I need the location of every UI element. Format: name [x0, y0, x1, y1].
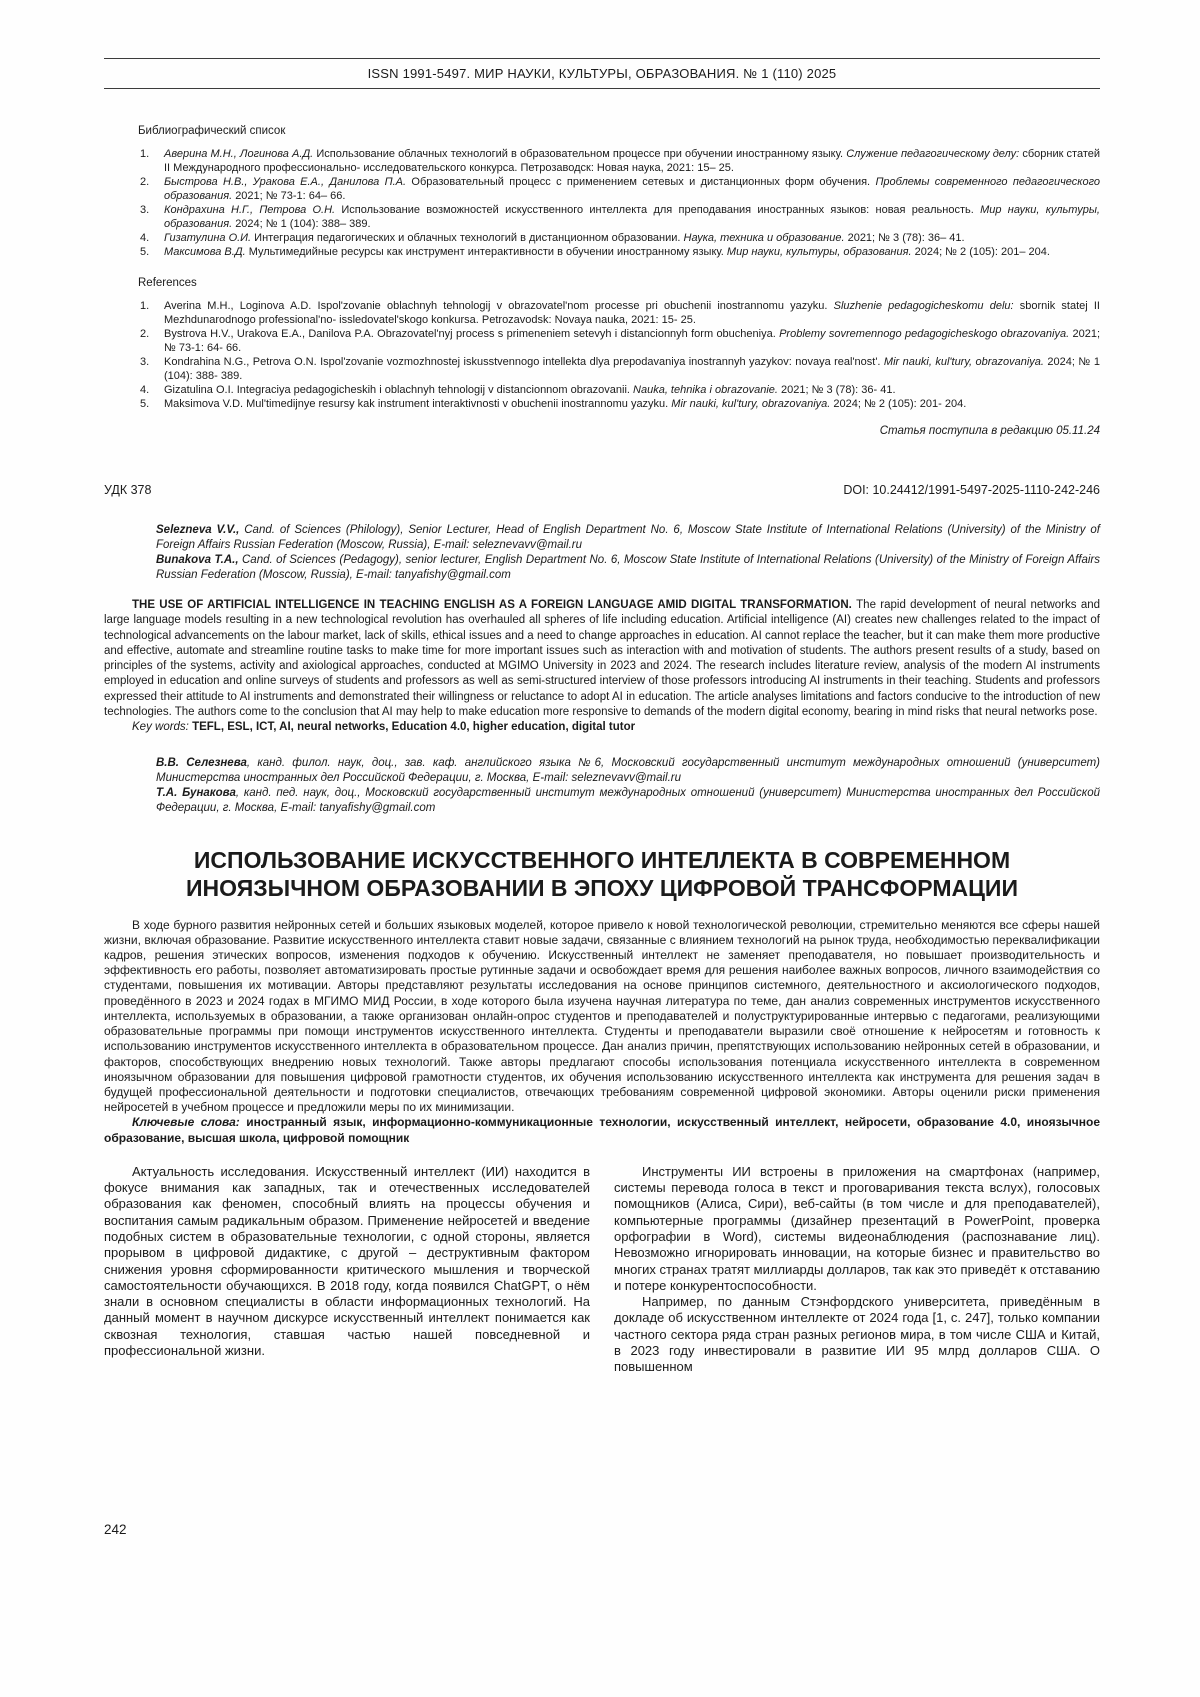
reference-item: Максимова В.Д. Мультимедийные ресурсы как инструмент интерактивности в обучении иностранному языку. Мир науки, культуры, образования. 2024; № 2 (105): 201– 204.	[164, 246, 1050, 258]
author-en-entry: Selezneva V.V., Cand. of Sciences (Philology), Senior Lecturer, Head of English Department No. 6, Moscow State Institute of International Relations (University) of the Ministry of Foreign Affairs Russian Federation (Moscow, Russia), E-mail: seleznevavv@mail.ru	[156, 524, 1100, 551]
reference-item: Bystrova H.V., Urakova E.A., Danilova P.A. Obrazovatel'nyj process s primeneniem setevyh i distancionnyh form obucheniya. Problemy sovremennogo pedagogicheskogo obrazovaniya. 2021; № 73-1: 64- 66.	[164, 328, 1100, 354]
body-paragraph: Актуальность исследования. Искусственный интеллект (ИИ) находится в фокусе внимания как западных, так и отечественных исследователей образования как феномен, способный влиять на процессы обучения и воспитания самым радикальным образом. Применение нейросетей и введение подобных систем в образовательные технологии, с одной стороны, является прорывом в цифровой дидактике, с другой – деструктивным фактором снижения уровня сформированности критического мышления и творческой самостоятельности обучающихся. В 2018 году, когда появился ChatGPT, о нём знали в основном специалисты в области информационных технологий. На данный момент в научном дискурсе искусственный интеллект понимается как сквозная технология, ставшая частью нашей повседневной и профессиональной жизни.	[104, 1163, 590, 1358]
abstract-en: THE USE OF ARTIFICIAL INTELLIGENCE IN TEACHING ENGLISH AS A FOREIGN LANGUAGE AMID DIGITAL TRANSFORMATION. The rapid development of neural networks and large language models resulting in a new technological revolution has overhauled all spheres of life including education. Artificial intelligence (AI) creates new challenges related to the impact of technological advancements on the labour market, lack of skills, ethical issues and a need to change approaches in education. AI cannot replace the teacher, but it can make them more productive and effective, automate and streamline routine tasks to make time for more important issues such as interaction with and motivation of students. The authors present results of a study, based on principles of the systems, activity and axiological approaches, conducted at MGIMO University in 2023 and 2024. The research includes literature review, analysis of the modern AI instruments employed in education and online surveys of students and professors as well as semi-structured interview of those professors introducing AI instruments in their teaching. Students and professors expressed their attitude to AI instruments and demonstrated their willingness or reluctance to adopt AI in education. The article analyses limitations and factors conducive to the introduction of new technologies. The authors come to the conclusion that AI may help to make education more responsive to demands of the modern digital economy, bearing in mind risks that neural networks pose.	[104, 599, 1101, 719]
article-title-line: ИНОЯЗЫЧНОМ ОБРАЗОВАНИИ В ЭПОХУ ЦИФРОВОЙ ТРАНСФОРМАЦИИ	[186, 874, 1018, 901]
left-column	[104, 1164, 590, 1376]
doi-value: DOI: 10.24412/1991-5497-2025-1110-242-246	[843, 483, 1100, 497]
reference-item: Гизатулина О.И. Интеграция педагогических и облачных технологий в дистанционном образовании. Наука, техника и образование. 2021; № 3 (78): 36– 41.	[164, 232, 965, 244]
reference-item: Кондрахина Н.Г., Петрова О.Н. Использование возможностей искусственного интеллекта для преподавания иностранных языков: новая реальность. Мир науки, культуры, образования. 2024; № 1 (104): 388– 389.	[164, 204, 1100, 230]
reference-item: Gizatulina O.I. Integraciya pedagogicheskih i oblachnyh tehnologij v distancionnom obrazovanii. Nauka, tehnika i obrazovanie. 2021; № 3 (78): 36- 41.	[164, 384, 896, 396]
article-title	[104, 846, 1100, 902]
reference-item: Maksimova V.D. Mul'timedijnye resursy kak instrument interaktivnosti v obuchenii inostrannomu yazyku. Mir nauki, kul'tury, obrazovaniya. 2024; № 2 (105): 201- 204.	[164, 398, 967, 410]
body-paragraph: Инструменты ИИ встроены в приложения на смартфонах (например, системы перевода голоса в текст и проговаривания текста вслух), голосовых помощников (Алиса, Сири), веб-сайты (в том числе и для преподавателей), компьютерные программы (дизайнер презентаций в PowerPoint, проверка орфографии в Word), системы видеонаблюдения (распознавание лиц). Невозможно игнорировать инновации, на которые бизнес и правительство во многих странах тратят миллиарды долларов, так как это приведёт к отставанию и потере конкурентоспособности.	[614, 1163, 1100, 1293]
keywords-ru: Ключевые слова: иностранный язык, информационно-коммуникационные технологии, искусственный интеллект, нейросети, образование 4.0, иноязычное образование, высшая школа, цифровой помощник	[104, 1115, 1101, 1145]
bibliography-heading: Библиографический список	[138, 125, 286, 137]
article-meta-row	[104, 483, 1100, 497]
references-list	[138, 299, 1100, 411]
keywords-en: Key words: TEFL, ESL, ICT, AI, neural networks, Education 4.0, higher education, digital tutor	[132, 721, 636, 734]
author-ru-entry: Т.А. Бунакова, канд. пед. наук, доц., Московский государственный институт международных отношений (университет) Министерства иностранных дел Российской Федерации, г. Москва, E-mail: tanyafishy@gmail.com	[156, 786, 1100, 814]
author-ru-entry: В.В. Селезнева, канд. филол. наук, доц., зав. каф. английского языка №6, Московский государственный институт международных отношений (университет) Министерства иностранных дел Российской Федерации, г. Москва, E-mail: seleznevavv@mail.ru	[156, 756, 1100, 784]
authors-en-block	[156, 523, 1100, 583]
bibliography-list	[138, 147, 1100, 259]
authors-ru-block	[156, 756, 1100, 816]
abstract-ru: В ходе бурного развития нейронных сетей и больших языковых моделей, которое привело к новой технологической революции, стремительно меняются все сферы нашей жизни, включая образование. Развитие искусственного интеллекта ставит новые задачи, связанные с влиянием технологий на рынок труда, необходимостью переквалификации кадров, решения этических вопросов, изменения подходов к обучению. Искусственный интеллект не заменяет преподавателя, но повышает производительность и эффективность его работы, позволяет автоматизировать простые рутинные задачи и освобождает время для решения наиболее важных вопросов, личного взаимодействия со студентами, повышения их мотивации. Авторы представляют результаты исследования на основе принципов системного, деятельностного и аксиологического подходов, проведённого в 2023 и 2024 годах в МГИМО МИД России, в ходе которого была изучена научная литература по теме, дан анализ современных инструментов искусственного интеллекта, используемых в образовании, а также организован онлайн-опрос студентов и преподавателей и полуструктурированные интервью с педагогами, реализующими образовательные программы при помощи инструментов искусственного интеллекта. Студенты и преподаватели выразили своё отношение к нейросетям и готовность к использованию инструментов искусственного интеллекта в образовательном процессе. Дан анализ причин, препятствующих использованию нейронных сетей в образовании, и факторов, способствующих внедрению новых технологий. Также авторы предлагают способы использования потенциала искусственного интеллекта в современном иноязычном образовании для повышения цифровой грамотности студентов, их обучения использованию искусственного интеллекта как инструмента для решения задач в будущей профессиональной деятельности и подготовки специалистов, отвечающих требованиям современной цифровой экономики. Авторы оценили риски применения нейросетей в учебном процессе и предложили меры по их минимизации.	[104, 917, 1100, 1115]
reference-item: Быстрова Н.В., Уракова Е.А., Данилова П.А. Образовательный процесс с применением сетевых и дистанционных форм обучения. Проблемы современного педагогического образования. 2021; № 73-1: 64– 66.	[164, 176, 1100, 202]
bibliography-section	[138, 125, 1100, 259]
received-date-note: Статья поступила в редакцию 05.11.24	[879, 425, 1100, 437]
udk-code: УДК 378	[104, 483, 152, 497]
body-columns	[104, 1164, 1100, 1376]
reference-item: Kondrahina N.G., Petrova O.N. Ispol'zovanie vozmozhnostej iskusstvennogo intellekta dlya prepodavaniya inostrannyh yazykov: novaya real'nost'. Mir nauki, kul'tury, obrazovaniya. 2024; № 1 (104): 388- 389.	[164, 356, 1101, 382]
page-number: 242	[104, 1522, 127, 1537]
article-title-line: ИСПОЛЬЗОВАНИЕ ИСКУССТВЕННОГО ИНТЕЛЛЕКТА В СОВРЕМЕННОМ	[193, 846, 1011, 873]
author-en-entry: Bunakova T.A., Cand. of Sciences (Pedagogy), senior lecturer, English Department No. 6, Moscow State Institute of International Relations (University) of the Ministry of Foreign Affairs Russian Federation (Moscow, Russia), E-mail: tanyafishy@gmail.com	[156, 554, 1100, 581]
journal-running-header: ISSN 1991-5497. МИР НАУКИ, КУЛЬТУРЫ, ОБРАЗОВАНИЯ. № 1 (110) 2025	[104, 58, 1100, 89]
references-section	[138, 277, 1100, 411]
reference-item: Аверина М.Н., Логинова А.Д. Использование облачных технологий в образовательном процессе при обучении иностранному языку. Служение педагогическому делу: сборник статей II Международного профессионально- исследовательского конкурса. Петрозаводск: Новая наука, 2021: 15– 25.	[164, 148, 1101, 174]
body-paragraph: Например, по данным Стэнфордского университета, приведённым в докладе об искусственном интеллекте от 2024 года [1, с. 247], только компании частного сектора ряда стран разных регионов мира, в том числе США и Китай, в 2023 году инвестировали в развитие ИИ 95 млрд долларов США. О повышенном	[614, 1294, 1100, 1375]
right-column	[614, 1164, 1100, 1376]
references-heading: References	[138, 277, 197, 289]
reference-item: Averina M.H., Loginova A.D. Ispol'zovanie oblachnyh tehnologij v obrazovatel'nom processe pri obuchenii inostrannomu yazyku. Sluzhenie pedagogicheskomu delu: sbornik statej II Mezhdunarodnogo professional'no- issledovatel'skogo konkursa. Petrozavodsk: Novaya nauka, 2021: 15- 25.	[164, 300, 1100, 326]
